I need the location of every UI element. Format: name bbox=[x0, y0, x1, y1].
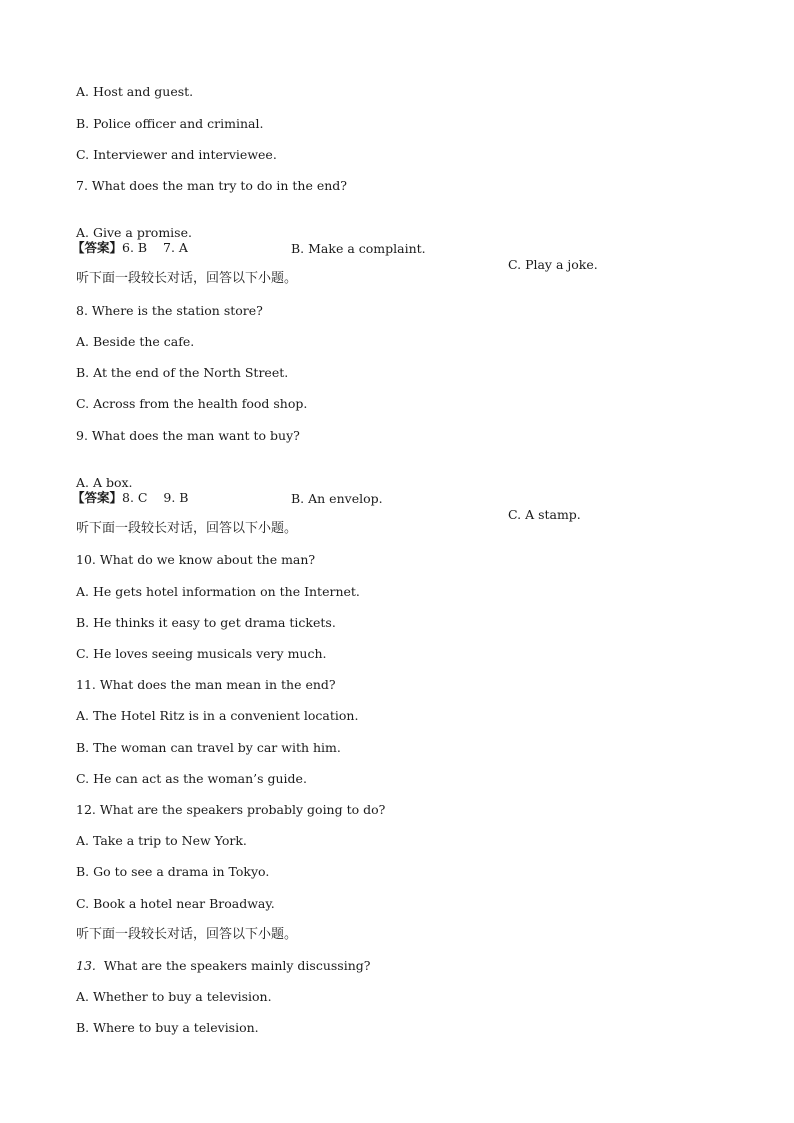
q13-question-row bbox=[76, 958, 370, 974]
section-intro: 听下面一段较长对话，回答以下小题。 bbox=[76, 521, 298, 536]
q7-option-c: C. Play a joke. bbox=[508, 257, 598, 272]
q13-option-b: B. Where to buy a television. bbox=[76, 1020, 259, 1035]
q10-question: 10. What do we know about the man? bbox=[76, 552, 316, 567]
q9-option-c: C. A stamp. bbox=[508, 507, 581, 522]
answer-value: 8. C 9. B bbox=[122, 490, 189, 505]
q8-option-b: B. At the end of the North Street. bbox=[76, 365, 289, 380]
answer-row-2 bbox=[72, 490, 189, 506]
q9-option-a: A. A box. bbox=[76, 475, 133, 490]
q8-option-c: C. Across from the health food shop. bbox=[76, 396, 308, 411]
answer-row-1 bbox=[72, 240, 188, 256]
q7-option-b: B. Make a complaint. bbox=[291, 241, 426, 256]
q12-option-c: C. Book a hotel near Broadway. bbox=[76, 896, 275, 911]
q12-question: 12. What are the speakers probably going to do? bbox=[76, 802, 386, 817]
q12-option-b: B. Go to see a drama in Tokyo. bbox=[76, 864, 270, 879]
q6-option-c: C. Interviewer and interviewee. bbox=[76, 147, 277, 162]
q9-option-b: B. An envelop. bbox=[291, 491, 383, 506]
section-intro: 听下面一段较长对话，回答以下小题。 bbox=[76, 927, 298, 942]
q13-number: 13. bbox=[76, 958, 96, 973]
answer-value: 6. B 7. A bbox=[122, 240, 188, 255]
q11-option-c: C. He can act as the woman’s guide. bbox=[76, 771, 307, 786]
q13-option-a: A. Whether to buy a television. bbox=[76, 989, 272, 1004]
q8-question: 8. Where is the station store? bbox=[76, 303, 263, 318]
q6-option-a: A. Host and guest. bbox=[76, 84, 194, 99]
q11-option-a: A. The Hotel Ritz is in a convenient location. bbox=[76, 708, 359, 723]
q12-option-a: A. Take a trip to New York. bbox=[76, 833, 247, 848]
q8-option-a: A. Beside the cafe. bbox=[76, 334, 195, 349]
q10-option-b: B. He thinks it easy to get drama tickets. bbox=[76, 615, 336, 630]
q9-question: 9. What does the man want to buy? bbox=[76, 428, 300, 443]
q6-option-b: B. Police officer and criminal. bbox=[76, 116, 264, 131]
q7-question: 7. What does the man try to do in the end? bbox=[76, 178, 348, 193]
answer-label: 【答案】 bbox=[72, 490, 123, 505]
section-intro: 听下面一段较长对话，回答以下小题。 bbox=[76, 271, 298, 286]
q10-option-a: A. He gets hotel information on the Internet. bbox=[76, 584, 360, 599]
q7-option-a: A. Give a promise. bbox=[76, 225, 192, 240]
q13-question: What are the speakers mainly discussing? bbox=[103, 958, 371, 973]
answer-label: 【答案】 bbox=[72, 240, 123, 255]
q11-question: 11. What does the man mean in the end? bbox=[76, 677, 336, 692]
q11-option-b: B. The woman can travel by car with him. bbox=[76, 740, 341, 755]
q10-option-c: C. He loves seeing musicals very much. bbox=[76, 646, 327, 661]
